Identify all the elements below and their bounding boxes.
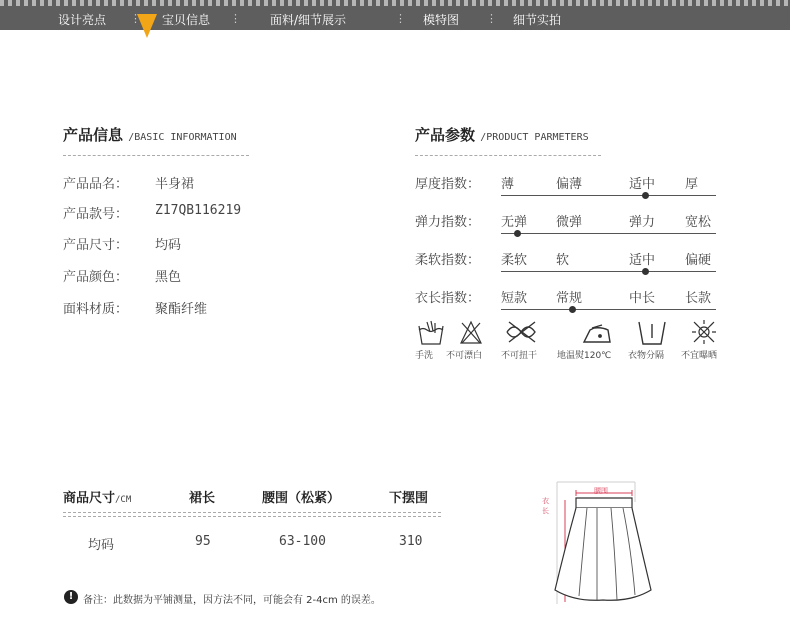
info-label-size: 产品尺寸： (63, 238, 129, 253)
nav-item-design-highlights[interactable]: 设计亮点 (58, 13, 107, 27)
hand-wash-icon (419, 321, 443, 344)
table-divider (63, 516, 441, 517)
param-scale-line (501, 233, 716, 234)
table-header-size (63, 487, 131, 506)
iron-icon (584, 325, 610, 342)
basic-info-subtitle: /BASIC INFORMATION (128, 132, 237, 143)
param-option: 偏薄 (556, 177, 583, 192)
table-header-length: 裙长 (189, 491, 216, 506)
no-wring-icon (507, 322, 535, 342)
care-label-separate: 衣物分隔 (628, 351, 665, 361)
care-label-hand-wash: 手洗 (415, 351, 434, 361)
info-label-color: 产品颜色： (63, 270, 129, 285)
param-scale-line (501, 271, 716, 272)
nav-separator: ⋮ (395, 12, 406, 25)
table-cell-size: 均码 (88, 538, 115, 553)
skirt-waistband (576, 498, 632, 508)
nav-item-model-photos[interactable]: 模特图 (423, 13, 460, 27)
param-selected-marker (642, 268, 649, 275)
basic-info-heading (63, 124, 237, 145)
param-option: 中长 (629, 291, 656, 306)
info-value-style-number: Z17QB116219 (155, 203, 242, 218)
info-value-material: 聚酯纤维 (155, 302, 208, 317)
nav-item-product-info[interactable]: 宝贝信息 (162, 13, 211, 27)
param-label: 柔软指数： (415, 253, 481, 268)
table-header-hem: 下摆围 (389, 491, 429, 506)
care-icons (415, 318, 735, 350)
nav-separator: ⋮ (486, 12, 497, 25)
no-sun-icon (692, 320, 716, 344)
nav-separator: ⋮ (130, 12, 141, 25)
param-option: 弹力 (629, 215, 656, 230)
table-cell-length: 95 (195, 534, 211, 549)
param-label: 弹力指数： (415, 215, 481, 230)
basic-info-title: 产品信息 (63, 126, 124, 144)
care-label-no-sun: 不宜曝晒 (681, 351, 718, 361)
param-scale-line (501, 195, 716, 196)
param-option: 厚 (685, 177, 699, 192)
info-label-name: 产品品名： (63, 177, 129, 192)
param-scale-line (501, 309, 716, 310)
param-option: 薄 (501, 177, 515, 192)
table-header-size-unit: /CM (115, 495, 132, 505)
param-option: 微弹 (556, 215, 583, 230)
info-value-name: 半身裙 (155, 177, 195, 192)
table-divider (63, 512, 441, 513)
param-option: 宽松 (685, 215, 712, 230)
param-option: 短款 (501, 291, 528, 306)
waist-label: 腰围 (594, 487, 608, 495)
param-option: 长款 (685, 291, 712, 306)
param-option: 软 (556, 253, 570, 268)
warning-icon: ! (64, 590, 78, 604)
care-label-no-wring: 不可扭干 (501, 351, 538, 361)
info-label-material: 面料材质： (63, 302, 129, 317)
param-selected-marker (514, 230, 521, 237)
top-decorative-border (0, 0, 790, 6)
table-header-waist: 腰围（松紧） (262, 491, 341, 506)
length-label: 衣长 (542, 497, 549, 515)
param-option: 适中 (629, 253, 656, 268)
param-option: 偏硬 (685, 253, 712, 268)
table-cell-waist: 63-100 (279, 534, 326, 549)
divider (415, 155, 601, 156)
info-value-size: 均码 (155, 238, 182, 253)
parameters-subtitle: /PRODUCT PARMETERS (480, 132, 589, 143)
nav-item-detail-photos[interactable]: 细节实拍 (513, 13, 562, 27)
parameters-title: 产品参数 (415, 126, 476, 144)
separate-icon (639, 322, 665, 344)
param-option: 适中 (629, 177, 656, 192)
param-selected-marker (569, 306, 576, 313)
no-bleach-icon (461, 322, 481, 343)
nav-active-indicator (137, 14, 157, 38)
care-label-no-bleach: 不可漂白 (446, 351, 483, 361)
param-option: 常规 (556, 291, 583, 306)
info-label-style-number: 产品款号： (63, 207, 129, 222)
nav-item-fabric-details[interactable]: 面料/细节展示 (270, 13, 347, 27)
param-option: 无弹 (501, 215, 528, 230)
param-label: 衣长指数： (415, 291, 481, 306)
divider (63, 155, 249, 156)
table-cell-hem: 310 (399, 534, 423, 549)
care-label-iron: 地温熨120℃ (557, 351, 612, 361)
param-label: 厚度指数： (415, 177, 481, 192)
param-selected-marker (642, 192, 649, 199)
table-header-size-text: 商品尺寸 (63, 491, 116, 506)
parameters-heading (415, 124, 589, 145)
param-option: 柔软 (501, 253, 528, 268)
nav-separator: ⋮ (230, 12, 241, 25)
measurement-note: 备注：此数据为平铺测量，因方法不同，可能会有 2-4cm 的误差。 (83, 595, 381, 606)
skirt-body (555, 508, 651, 600)
info-value-color: 黑色 (155, 270, 182, 285)
skirt-measurement-diagram (535, 478, 665, 608)
